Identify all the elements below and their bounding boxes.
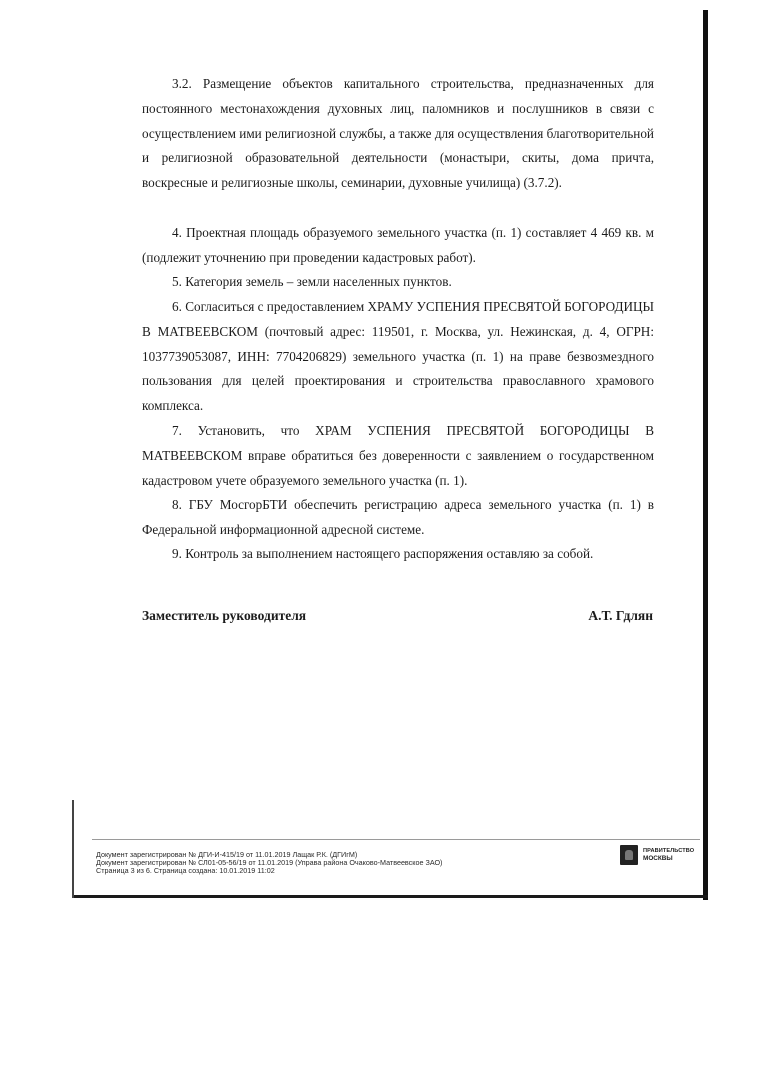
- footer-page-info: Страница 3 из 6. Страница создана: 10.01.2019 11:02: [96, 866, 275, 876]
- moscow-government-logo: [620, 845, 694, 865]
- registration-footer: [96, 851, 442, 876]
- paragraph-7: 7. Установить, что ХРАМ УСПЕНИЯ ПРЕСВЯТОЙ БОГОРОДИЦЫ В МАТВЕЕВСКОМ вправе обратиться без доверенности с заявлением о государственном кадастровом учете образуемого земельного участка (п. 1).: [142, 423, 654, 488]
- scan-edge-left: [72, 800, 74, 898]
- paragraph-9: 9. Контроль за выполнением настоящего распоряжения оставляю за собой.: [172, 546, 594, 561]
- footer-divider: [92, 839, 700, 840]
- paragraph-6: 6. Согласиться с предоставлением ХРАМУ УСПЕНИЯ ПРЕСВЯТОЙ БОГОРОДИЦЫ В МАТВЕЕВСКОМ (почтовый адрес: 119501, г. Москва, ул. Нежинская, д. 4, ОГРН: 1037739053087, ИНН: 7704206829) земельного участка (п. 1) на праве безвозмездного пользования для целей проектирования и строительства православного храмового комплекса.: [142, 299, 654, 414]
- footer-registration-line-1: Документ зарегистрирован № ДГИ-И-415/19 от 11.01.2019 Лащак Р.К. (ДГИгМ): [96, 850, 358, 859]
- scan-edge-bottom: [72, 895, 708, 898]
- logo-line-2: МОСКВЫ: [643, 855, 673, 862]
- paragraph-8: 8. ГБУ МосгорБТИ обеспечить регистрацию адреса земельного участка (п. 1) в Федеральной информационной адресной системе.: [142, 497, 654, 537]
- scan-edge-right: [703, 10, 708, 900]
- paragraph-4: 4. Проектная площадь образуемого земельного участка (п. 1) составляет 4 469 кв. м (подлежит уточнению при проведении кадастровых работ).: [142, 225, 654, 265]
- signatory-name: А.Т. Гдлян: [588, 608, 653, 623]
- paragraph-5: 5. Категория земель – земли населенных пунктов.: [172, 274, 452, 289]
- logo-text: [643, 847, 694, 863]
- paragraph-3-2: 3.2. Размещение объектов капитального строительства, предназначенных для постоянного местонахождения духовных лиц, паломников и послушников в связи с осуществлением ими религиозной службы, а также для осуществления благотворительной и религиозной образовательной деятельности (монастыри, скиты, дома причта, воскресные и религиозные школы, семинарии, духовные училища) (3.7.2).: [142, 76, 654, 191]
- signatory-title: Заместитель руководителя: [142, 608, 307, 623]
- logo-line-1: ПРАВИТЕЛЬСТВО: [643, 848, 695, 854]
- moscow-coat-of-arms-icon: [620, 845, 638, 865]
- footer-registration-line-2: Документ зарегистрирован № СЛ01-05-56/19 от 11.01.2019 (Управа района Очаково-Матвеевское ЗАО): [96, 858, 443, 868]
